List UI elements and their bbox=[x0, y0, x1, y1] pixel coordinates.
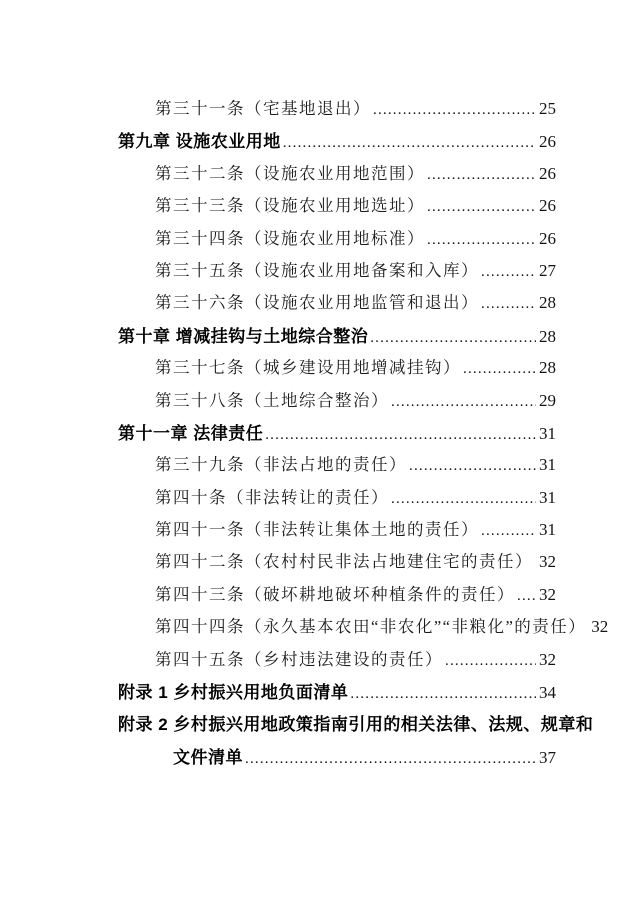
toc-entry-label: 第三十八条（土地综合整治） bbox=[155, 390, 389, 410]
toc-entry-label: 第三十七条（城乡建设用地增减挂钩） bbox=[155, 358, 461, 378]
toc-entry bbox=[118, 646, 556, 678]
toc-page-number: 29 bbox=[539, 390, 556, 410]
dot-leader bbox=[445, 653, 536, 670]
dot-leader bbox=[535, 555, 536, 572]
toc-page-number: 31 bbox=[539, 520, 556, 540]
table-of-contents bbox=[118, 95, 609, 775]
toc-entry bbox=[118, 322, 556, 354]
toc-entry-label: 第四十四条（永久基本农田“非农化”“非粮化”的责任） bbox=[155, 617, 587, 637]
dot-leader bbox=[245, 751, 536, 768]
toc-entry-label: 第九章 设施农业用地 bbox=[118, 132, 281, 152]
toc-entry bbox=[118, 743, 556, 775]
dot-leader bbox=[350, 686, 536, 703]
toc-entry-label: 第三十二条（设施农业用地范围） bbox=[155, 163, 425, 183]
toc-page-number: 31 bbox=[539, 487, 556, 507]
toc-entry bbox=[118, 225, 556, 257]
toc-entry bbox=[118, 95, 556, 127]
toc-page-number: 25 bbox=[539, 99, 556, 118]
toc-entry-label: 第三十一条（宅基地退出） bbox=[155, 99, 371, 118]
dot-leader bbox=[481, 264, 536, 281]
toc-page-number: 28 bbox=[539, 358, 556, 378]
toc-page-number: 27 bbox=[539, 260, 556, 280]
toc-entry-label: 第四十二条（农村村民非法占地建住宅的责任） bbox=[155, 552, 533, 572]
toc-page-number: 31 bbox=[539, 455, 556, 475]
toc-entry-label: 附录 1 乡村振兴用地负面清单 bbox=[118, 683, 349, 703]
toc-page-number: 32 bbox=[539, 552, 556, 572]
toc-page-number: 37 bbox=[539, 747, 556, 767]
toc-entry-label: 第十章 增减挂钩与土地综合整治 bbox=[118, 326, 369, 346]
toc-entry bbox=[118, 548, 556, 580]
toc-page-number: 28 bbox=[539, 326, 556, 346]
toc-entry bbox=[118, 127, 556, 159]
dot-leader bbox=[391, 394, 536, 411]
toc-entry-label: 第三十五条（设施农业用地备案和入库） bbox=[155, 260, 479, 280]
toc-entry bbox=[118, 387, 556, 419]
dot-leader bbox=[427, 167, 536, 184]
toc-entry-label: 第四十五条（乡村违法建设的责任） bbox=[155, 649, 443, 669]
dot-leader bbox=[427, 199, 536, 216]
toc-entry bbox=[118, 516, 556, 548]
toc-entry-label: 文件清单 bbox=[173, 747, 243, 767]
toc-entry-wrapped-line bbox=[118, 710, 594, 742]
dot-leader bbox=[409, 458, 536, 475]
dot-leader bbox=[391, 491, 536, 508]
toc-entry-label: 第十一章 法律责任 bbox=[118, 423, 264, 443]
toc-entry bbox=[118, 257, 556, 289]
toc-page-number: 32 bbox=[539, 649, 556, 669]
toc-entry bbox=[118, 419, 556, 451]
toc-entry-label: 第四十三条（破坏耕地破坏种植条件的责任） bbox=[155, 584, 515, 604]
toc-page-number: 26 bbox=[539, 196, 556, 216]
dot-leader bbox=[463, 361, 536, 378]
toc-page-number: 26 bbox=[539, 132, 556, 152]
toc-entry-label: 第三十九条（非法占地的责任） bbox=[155, 455, 407, 475]
toc-entry-label: 第四十条（非法转让的责任） bbox=[155, 487, 389, 507]
toc-page-number: 34 bbox=[539, 683, 556, 703]
toc-entry bbox=[118, 678, 556, 710]
toc-entry-label: 第四十一条（非法转让集体土地的责任） bbox=[155, 520, 479, 540]
toc-entry bbox=[118, 484, 556, 516]
toc-page-number: 26 bbox=[539, 228, 556, 248]
dot-leader bbox=[373, 102, 536, 119]
toc-page-number: 26 bbox=[539, 163, 556, 183]
toc-page-number: 32 bbox=[539, 584, 556, 604]
toc-entry bbox=[118, 160, 556, 192]
dot-leader bbox=[370, 330, 536, 347]
dot-leader bbox=[427, 232, 536, 249]
dot-leader bbox=[283, 135, 536, 152]
toc-entry bbox=[118, 192, 556, 224]
toc-entry-label: 附录 2 乡村振兴用地政策指南引用的相关法律、法规、规章和 bbox=[118, 715, 594, 735]
toc-entry bbox=[118, 289, 556, 321]
toc-entry bbox=[118, 581, 556, 613]
toc-page-number: 28 bbox=[539, 293, 556, 313]
dot-leader bbox=[265, 427, 536, 444]
toc-page-number: 31 bbox=[539, 423, 556, 443]
toc-entry bbox=[118, 451, 556, 483]
toc-entry bbox=[118, 354, 556, 386]
toc-entry-label: 第三十六条（设施农业用地监管和退出） bbox=[155, 293, 479, 313]
toc-entry-label: 第三十三条（设施农业用地选址） bbox=[155, 196, 425, 216]
toc-entry bbox=[118, 613, 609, 645]
dot-leader bbox=[481, 296, 536, 313]
toc-entry-label: 第三十四条（设施农业用地标准） bbox=[155, 228, 425, 248]
dot-leader bbox=[517, 588, 536, 605]
toc-page-number: 32 bbox=[591, 617, 609, 637]
dot-leader bbox=[481, 523, 536, 540]
